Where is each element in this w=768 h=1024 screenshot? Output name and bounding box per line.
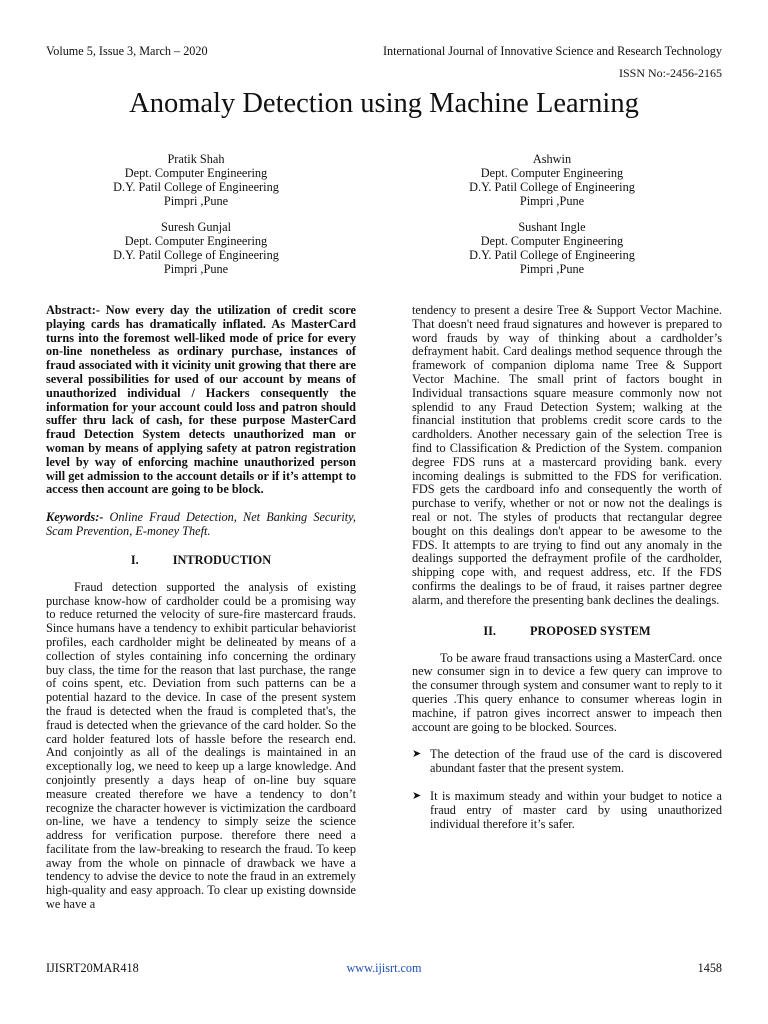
bullet-item [412,790,722,831]
section-heading-introduction [46,553,356,567]
author-block [432,152,672,208]
author-dept: Dept. Computer Engineering [480,166,624,180]
author-dept: Dept. Computer Engineering [124,166,268,180]
keywords-paragraph [46,511,356,539]
issn-label: ISSN No:-2456-2165 [618,66,722,80]
footer-paper-id: IJISRT20MAR418 [46,961,139,975]
keywords-label: Keywords:- [46,510,104,525]
author-name: Sushant Ingle [518,220,586,234]
introduction-paragraph: Fraud detection supported the analysis of existing purchase know-how of cardholder could be a promising way to reduce returned the velocity of sure-fire mastercard frauds. Since humans have a tendency to exhibit particular behaviorist profiles, each cardholder might be delineated by means of a collection of styles containing info concerning the ordinary buy class, the time for the reason that last purchase, the range of coins spent, etc. Deviation from such patterns can be a potential hazard to the device. In case of the present system the fraud is detected when the fraud is completed that's, the fraud is detected when the grievance of the card holder. So the card holder featured lots of hassle before the research end. And conjointly as all of the dealings is maintained in an exceptionally log, we need to keep up a large knowledge. And conjointly presently a days heap of on-line buy square measure created therefore we have a tendency to don’t recognize the character however is victimization the cardboard on-line, we have a tendency to simply seize the science address for verification purpose. therefore there need a facilitate from the law-breaking to research the fraud. To keep away from the whole on pinnacle of drawback we have a tendency to advise the device to note the fraud in an extremely high-quality and easy approach. To clear up existing downside we have a [46,579,356,912]
paper-title: Anomaly Detection using Machine Learning [129,88,639,119]
author-name: Ashwin [532,152,572,166]
bullet-text: The detection of the fraud use of the card is discovered abundant faster that the present system. [430,747,722,776]
author-college: D.Y. Patil College of Engineering [469,180,635,194]
author-block [432,220,672,276]
right-column [412,304,722,831]
section-number: I. [130,552,139,567]
author-city: Pimpri ,Pune [519,194,585,208]
footer-page-number: 1458 [697,961,722,975]
author-city: Pimpri ,Pune [163,194,229,208]
left-column [46,304,356,912]
author-block [76,220,316,276]
proposed-system-paragraph: To be aware fraud transactions using a MasterCard. once new consumer sign in to device a few query can improve to the consumer through system and consumer want to reply to it queries .This query enhance to consumer whereas login in machine, if patron gives incorrect answer to impeach then account are going to be blocked. Sources. [412,650,722,734]
author-college: D.Y. Patil College of Engineering [113,180,279,194]
author-block [76,152,316,208]
arrowhead-bullet-icon: ➤ [412,748,422,761]
bullet-item [412,748,722,776]
section-number: II. [483,623,497,638]
section-title: PROPOSED SYSTEM [530,623,651,638]
volume-issue-label: Volume 5, Issue 3, March – 2020 [46,44,208,58]
author-name: Suresh Gunjal [160,220,232,234]
author-city: Pimpri ,Pune [163,262,229,276]
footer-website-link[interactable]: www.ijisrt.com [346,961,422,975]
arrowhead-bullet-icon: ➤ [412,789,422,802]
section-heading-proposed-system [412,624,722,638]
author-dept: Dept. Computer Engineering [480,234,624,248]
author-name: Pratik Shah [167,152,225,166]
keywords-text: Online Fraud Detection, Net Banking Security, Scam Prevention, E-money Theft. [46,510,357,538]
body-paragraph: tendency to present a desire Tree & Support Vector Machine. That doesn't need fraud signatures and however is prepared to word frauds by way of thinking about a cardholder’s defrayment habit. Card dealings method sequence through the framework of companion diploma name Tree & Support Vector Machine. The small print of factors bought in Individual transactions square measure commonly now not splendid to any Fraud Detection System; walking at the financial institution that problems credit score cards to the cardholders. Another necessary gain of the selection Tree is find to Classification & Prediction of the System. companion degree FDS runs at a mastercard providing bank. every incoming dealings is submitted to the FDS for verification. FDS gets the cardboard info and consequently the worth of purchase to verify, whether or not or now not the dealings is real or not. The styles of products that rectangular degree bought on this dealings don't appear to be awesome to the FDS. It attempts to are trying to find out any anomaly in the dealings supported the defrayment profile of the cardholder, shipping cope with, and request address, etc. If the FDS confirms the dealings to be of fraud, it raises partner degree alarm, and therefore the presenting bank declines the dealings. [412,303,722,607]
section-title: INTRODUCTION [172,552,272,567]
bullet-text: It is maximum steady and within your budget to notice a fraud entry of master card by using unauthorized individual therefore it’s safer. [430,788,722,831]
author-city: Pimpri ,Pune [519,262,585,276]
abstract-paragraph: Abstract:- Now every day the utilization of credit score playing cards has dramatically inflated. As MasterCard turns into the foremost well-liked mode of price for every on-line nonetheless as ordinary purchase, instances of fraud associated with it vicinity unit growing that there are several possibilities for used of our account by means of unauthorized individual / Hackers consequently the information for your account could loss and patron should suffer thru lack of cash, for these purpose MasterCard fraud Detection System detects unauthorized man or woman by means of applying safety at patron registration level by way of enforcing machine unauthorized person will get admission to the account details or if it’s attempt to access then account are going to be block. [46,303,356,497]
author-college: D.Y. Patil College of Engineering [469,248,635,262]
author-dept: Dept. Computer Engineering [124,234,268,248]
journal-name: International Journal of Innovative Science and Research Technology [382,44,722,58]
author-college: D.Y. Patil College of Engineering [113,248,279,262]
